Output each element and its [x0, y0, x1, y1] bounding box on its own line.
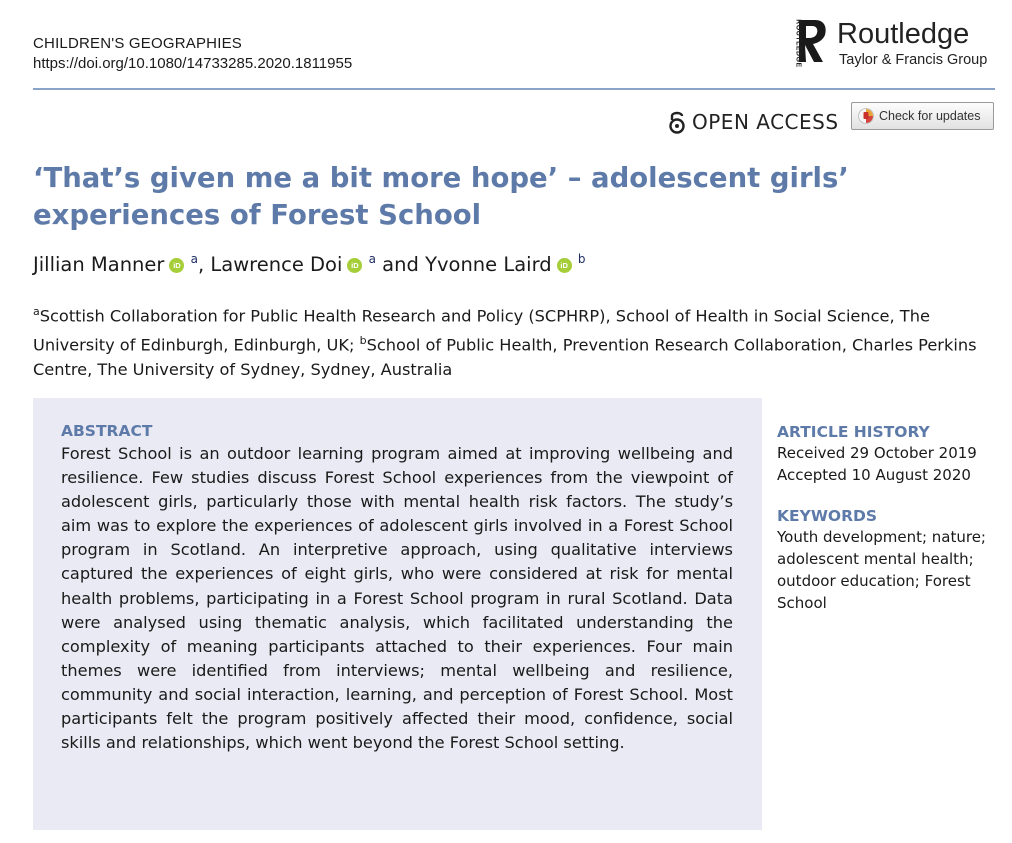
author-list: [33, 252, 585, 276]
author-name[interactable]: Lawrence Doi: [210, 253, 343, 276]
sidebar-spacer: [777, 486, 1005, 506]
author-affiliation-marker: a: [190, 252, 198, 266]
author-separator: and: [382, 253, 419, 276]
affiliation-label: a: [33, 305, 40, 318]
article-sidebar: [777, 422, 1005, 614]
affiliations: [33, 300, 998, 382]
publisher-name: Routledge: [837, 18, 970, 50]
doi-link[interactable]: https://doi.org/10.1080/14733285.2020.1811955: [33, 55, 353, 72]
article-title: ‘That’s given me a bit more hope’ – adolescent girls’ experiences of Forest School: [33, 162, 849, 231]
received-date: Received 29 October 2019: [777, 444, 977, 462]
accepted-date: Accepted 10 August 2020: [777, 466, 971, 484]
abstract-box: [33, 398, 762, 830]
affiliation-label: b: [359, 333, 367, 347]
affiliation-text: School of Public Health, Prevention Research Collaboration, Charles Perkins Centre, The University of Sydney, Sydney, Australia: [33, 335, 977, 379]
abstract-heading: ABSTRACT: [61, 422, 153, 440]
article-history-heading: ARTICLE HISTORY: [777, 423, 930, 441]
check-updates-icon: [858, 108, 874, 124]
journal-name: CHILDREN'S GEOGRAPHIES: [33, 35, 242, 52]
author-affiliation-marker: b: [577, 252, 586, 266]
journal-header: [33, 34, 352, 74]
open-access-lock-icon: [668, 110, 686, 134]
routledge-logo-icon: [785, 18, 829, 76]
orcid-icon[interactable]: iD: [347, 258, 362, 273]
author-name[interactable]: Jillian Manner: [33, 253, 165, 276]
check-updates-label: Check for updates: [879, 109, 981, 123]
open-access-label: OPEN ACCESS: [692, 110, 839, 134]
author-separator: ,: [198, 253, 205, 276]
keywords-text: Youth development; nature; adolescent mental health; outdoor education; Forest School: [777, 528, 986, 612]
abstract-text: Forest School is an outdoor learning program aimed at improving wellbeing and resilience. Few studies discuss Forest School experiences from the viewpoint of adolescent girls, particularly those with mental health risk factors. The study’s aim was to explore the experiences of adolescent girls involved in a Forest School program in Scotland. An interpretive approach, using qualitative interviews captured the experiences of eight girls, who were considered at risk for mental health problems, participating in a Forest School program in rural Scotland. Data were analysed using thematic analysis, which facilitated understanding the complexity of meaning participants attached to their experiences. Four main themes were identified from interviews; mental wellbeing and resilience, community and social interaction, learning, and perception of Forest School. Most participants felt the program positively affected their mood, confidence, social skills and relationships, which went beyond the Forest School setting.: [61, 444, 733, 753]
affiliation-text: Scottish Collaboration for Public Health Research and Policy (SCPHRP), School of Health in Social Science, The University of Edinburgh, Edinburgh, UK;: [33, 306, 930, 355]
open-access-badge: [668, 110, 839, 134]
publisher-group: Taylor & Francis Group: [839, 52, 988, 68]
author-affiliation-marker: a: [368, 252, 376, 266]
author-name[interactable]: Yvonne Laird: [425, 253, 552, 276]
orcid-icon[interactable]: iD: [557, 258, 572, 273]
check-updates-button[interactable]: [851, 102, 994, 130]
keywords-heading: KEYWORDS: [777, 507, 878, 525]
publisher-vertical-label: ROUTLEDGE: [794, 19, 802, 68]
publisher-logo: [785, 14, 1000, 76]
orcid-icon[interactable]: iD: [169, 258, 184, 273]
header-rule: [33, 88, 995, 90]
